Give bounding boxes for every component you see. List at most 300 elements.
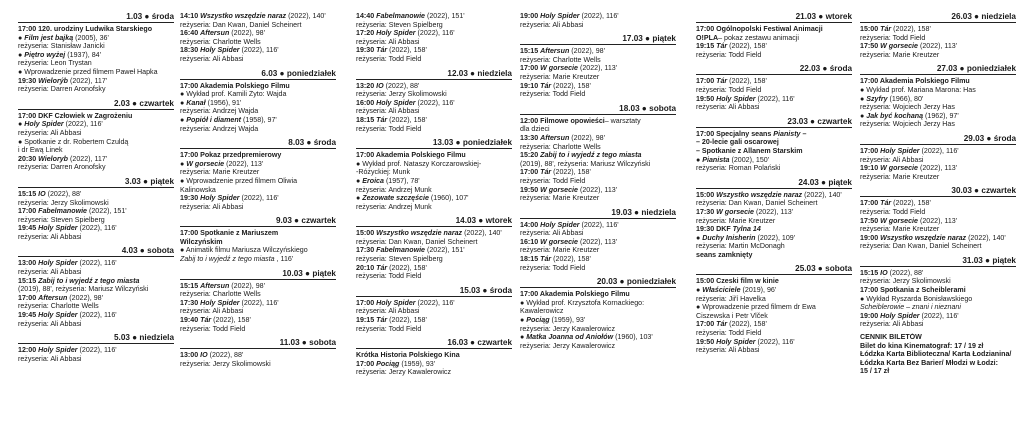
line-text: (2022), 88' xyxy=(47,189,82,198)
schedule-line xyxy=(180,351,336,360)
schedule-line xyxy=(520,90,676,99)
date-header xyxy=(18,333,174,344)
film-title: Kanał xyxy=(186,98,206,107)
line-text: (1960), 107' xyxy=(430,194,469,203)
schedule-line xyxy=(860,295,1016,304)
date-label: 13.03 ● poniedziałek xyxy=(432,138,512,148)
line-text: (2022), 158' xyxy=(213,316,251,325)
line-text: (1960), 103' xyxy=(615,333,653,342)
line-text: (2019), 96' xyxy=(742,286,777,295)
line-text: 15:15 xyxy=(18,189,39,198)
schedule-line xyxy=(860,277,1016,286)
date-header xyxy=(18,177,174,188)
schedule-line xyxy=(356,238,512,247)
film-title: Wielorýb xyxy=(38,76,69,85)
line-text: reżyseria: Jiří Havelka xyxy=(696,294,766,303)
schedule-line xyxy=(696,138,852,147)
line-text: ● xyxy=(696,286,703,295)
schedule-line xyxy=(18,155,174,164)
line-text: 20:30 xyxy=(18,154,39,163)
line-text: (2022), 109' xyxy=(757,233,796,242)
line-text: (2022), 88' xyxy=(889,268,924,277)
line-text: Ciszewska i Petr Vlček xyxy=(696,311,768,320)
schedule-line xyxy=(180,99,336,108)
schedule-line xyxy=(520,299,676,308)
schedule-line xyxy=(18,77,174,86)
line-text: ● Animatik filmu Mariusza Wilczyńskiego xyxy=(180,246,308,255)
line-text: reżyseria: Marie Kreutzer xyxy=(520,246,600,255)
line-text: 17:00 xyxy=(520,64,541,73)
schedule-column-5 xyxy=(696,12,852,439)
schedule-line xyxy=(860,225,1016,234)
date-header xyxy=(180,138,336,149)
line-text: 15:15 xyxy=(860,268,881,277)
schedule-line xyxy=(696,86,852,95)
film-title: Wieloryb xyxy=(38,154,69,163)
date-label: 22.03 ● środa xyxy=(799,64,852,74)
schedule-line xyxy=(696,234,852,243)
schedule-line xyxy=(696,286,852,295)
line-text: reżyseria: Ali Abbasi xyxy=(356,107,420,116)
film-title: W gorsecie xyxy=(880,216,918,225)
schedule-line xyxy=(356,299,512,308)
line-text: ● xyxy=(860,111,867,120)
line-text: 17:50 xyxy=(860,216,881,225)
line-text: (2022), 116' xyxy=(79,346,117,355)
line-text: 19:50 xyxy=(696,337,717,346)
line-text: 17:00 Akademia Polskiego Filmu xyxy=(520,290,630,299)
schedule-line xyxy=(18,285,174,294)
date-header xyxy=(356,69,512,80)
date-header xyxy=(696,64,852,75)
schedule-line xyxy=(18,34,174,43)
line-text: ● xyxy=(520,316,527,325)
line-text: reżyseria: Ali Abbasi xyxy=(180,202,244,211)
date-header xyxy=(520,277,676,288)
line-text: 19:30 xyxy=(180,194,201,203)
schedule-line xyxy=(520,12,676,21)
schedule-line xyxy=(356,168,512,177)
line-text: reżyseria: Marie Kreutzer xyxy=(860,172,940,181)
line-text: (2022), 113' xyxy=(579,64,618,73)
line-text: (2002), 150' xyxy=(731,155,770,164)
line-text: reżyseria: Jerzy Skolimowski xyxy=(860,277,951,286)
schedule-line xyxy=(18,138,174,147)
film-title: Zezowate szczęście xyxy=(362,194,429,203)
schedule-line xyxy=(696,312,852,321)
line-text: reżyseria: Stanisław Janicki xyxy=(18,42,105,51)
schedule-line xyxy=(520,325,676,334)
schedule-line xyxy=(356,316,512,325)
line-text: 13:20 xyxy=(356,81,377,90)
date-label: 30.03 ● czwartek xyxy=(951,186,1016,196)
line-text: reżyseria: Charlotte Wells xyxy=(520,55,601,64)
schedule-line xyxy=(356,368,512,377)
line-text: reżyseria: Ali Abbasi xyxy=(356,37,420,46)
line-text: (1937), 84' xyxy=(67,50,101,59)
schedule-line xyxy=(18,129,174,138)
film-title: Fabelmanowie xyxy=(38,207,88,216)
line-text: (2005), 36' xyxy=(75,33,109,42)
line-text: reżyseria: Ali Abbasi xyxy=(18,128,82,137)
schedule-line xyxy=(696,225,852,234)
line-text: reżyseria: Ali Abbasi xyxy=(180,307,244,316)
schedule-line xyxy=(180,125,336,134)
schedule-line xyxy=(860,234,1016,243)
line-text: ● xyxy=(18,120,25,129)
line-text: 17:00 xyxy=(356,298,377,307)
line-text: (2022), 158' xyxy=(553,168,591,177)
line-text: 17:00 Akademia Polskiego Filmu xyxy=(860,77,970,86)
line-text: (1962), 97' xyxy=(925,111,959,120)
date-header xyxy=(696,264,852,275)
line-text: 17:00 xyxy=(18,293,39,302)
line-text: (2022), 140' xyxy=(288,12,326,20)
line-text: 17:00 xyxy=(356,359,377,368)
line-text: ● Spotkanie z dr. Robertem Czuldą xyxy=(18,137,129,146)
film-title: Tár xyxy=(376,46,388,55)
schedule-line xyxy=(520,151,676,160)
line-text: reżyseria: Martin McDonagh xyxy=(696,242,785,251)
date-header xyxy=(180,338,336,349)
line-text: 19:30 xyxy=(356,46,377,55)
schedule-line xyxy=(18,85,174,94)
schedule-line xyxy=(180,307,336,316)
schedule-line xyxy=(18,224,174,233)
line-text: 14:40 xyxy=(356,12,377,20)
line-text: (2022), 88' xyxy=(385,81,420,90)
line-text: reżyseria: Charlotte Wells xyxy=(180,290,261,299)
date-header xyxy=(860,134,1016,145)
date-label: 29.03 ● środa xyxy=(963,133,1016,143)
line-text: ● Wprowadzenie przed filmem Paweł Hapka xyxy=(18,67,158,76)
line-text: reżyseria: Dan Kwan, Daniel Scheinert xyxy=(696,199,818,208)
line-text: reżyseria: Marie Kreutzer xyxy=(696,216,776,225)
date-label: 9.03 ● czwartek xyxy=(275,216,336,226)
line-text: reżyseria: Todd Field xyxy=(696,329,762,338)
film-title: Holy Spider xyxy=(540,12,580,20)
line-text: 12:00 Filmowe opowieści xyxy=(520,116,605,125)
line-text: ● xyxy=(860,94,867,103)
date-label: 10.03 ● piątek xyxy=(282,268,336,278)
schedule-line xyxy=(860,350,1016,359)
schedule-line xyxy=(520,73,676,82)
film-title: Aftersun xyxy=(38,293,68,302)
line-text: 15:15 xyxy=(180,281,201,290)
date-header xyxy=(180,69,336,80)
line-text: (2022), 140' xyxy=(804,190,842,199)
line-text: ● xyxy=(180,98,187,107)
schedule-line xyxy=(520,21,676,30)
line-text: 17:20 xyxy=(356,29,377,38)
schedule-line xyxy=(696,77,852,86)
line-text: reżyseria: Jerzy Kawalerowicz xyxy=(520,341,616,350)
line-text: reżyseria: Jerzy Kawalerowicz xyxy=(520,324,616,333)
schedule-line xyxy=(520,134,676,143)
film-title: Holy Spider xyxy=(376,298,416,307)
film-title: Tár xyxy=(716,42,728,51)
line-text: ● Wprowadzenie przed filmem dr Ewa xyxy=(696,303,816,312)
line-text: reżyseria: Todd Field xyxy=(520,176,586,185)
line-text: reżyseria: Andrzej Munk xyxy=(356,185,432,194)
film-title: Aftersun xyxy=(540,47,570,56)
date-header xyxy=(696,12,852,23)
line-text: reżyseria: Charlotte Wells xyxy=(520,142,601,151)
line-text: Kawalerowicz xyxy=(520,307,564,316)
line-text: reżyseria: Steven Spielberg xyxy=(356,20,443,29)
schedule-line xyxy=(356,203,512,212)
film-title: Aftersun xyxy=(200,281,230,290)
schedule-line xyxy=(18,320,174,329)
film-title: Holy Spider xyxy=(376,29,416,38)
line-text: ● Wykład prof. Krzysztofa Kornackiego: xyxy=(520,298,645,307)
date-label: 27.03 ● poniedziałek xyxy=(936,64,1016,74)
line-text: reżyseria: Todd Field xyxy=(696,85,762,94)
line-text: (2022), 151' xyxy=(427,246,465,255)
line-text: (2022), 158' xyxy=(389,115,427,124)
schedule-line xyxy=(180,238,336,247)
film-title: W gorsecie xyxy=(716,207,754,216)
schedule-line xyxy=(356,82,512,91)
film-title: Tár xyxy=(716,77,728,86)
line-text: reżyseria: Todd Field xyxy=(520,90,586,99)
line-text: (2022), 116' xyxy=(79,224,117,233)
line-text: Krótka Historia Polskiego Kina xyxy=(356,351,460,360)
line-text: (2022), 116' xyxy=(241,298,279,307)
line-text: (2022), 113' xyxy=(579,185,618,194)
schedule-line xyxy=(180,203,336,212)
date-label: 1.03 ● środa xyxy=(126,12,174,21)
schedule-line xyxy=(356,125,512,134)
line-text: (2022), 116' xyxy=(921,146,959,155)
line-text: 17:00 Akademia Polskiego Filmu xyxy=(180,81,290,90)
schedule-line xyxy=(520,246,676,255)
line-text: (2022), 158' xyxy=(553,81,591,90)
line-text: reżyseria: Dan Kwan, Daniel Scheinert xyxy=(180,20,302,29)
film-title: Pociąg xyxy=(376,359,400,368)
schedule-line xyxy=(18,25,174,34)
schedule-line xyxy=(180,46,336,55)
line-text: 17:00 Pokaz przedpremierowy xyxy=(180,151,282,160)
schedule-line xyxy=(520,238,676,247)
line-text: reżyseria: Todd Field xyxy=(180,324,246,333)
line-text: 17:00 xyxy=(18,207,39,216)
schedule-line xyxy=(356,29,512,38)
film-title: Duchy Inisherin xyxy=(702,233,756,242)
line-text: 19:15 xyxy=(696,42,717,51)
line-text: (2022), 140' xyxy=(464,229,502,238)
line-text: (2022), 116' xyxy=(757,94,795,103)
date-label: 15.03 ● środa xyxy=(459,285,512,295)
schedule-line xyxy=(860,164,1016,173)
line-text: (1959), 93' xyxy=(551,316,586,325)
film-title: W gorsecie xyxy=(540,185,578,194)
schedule-line xyxy=(860,103,1016,112)
date-label: 2.03 ● czwartek xyxy=(113,98,174,108)
film-title: Holy Spider xyxy=(880,311,920,320)
schedule-line xyxy=(356,21,512,30)
schedule-line xyxy=(356,160,512,169)
date-label: 23.03 ● czwartek xyxy=(787,116,852,126)
schedule-line xyxy=(520,56,676,65)
film-title: Aftersun xyxy=(540,133,570,142)
schedule-line xyxy=(696,147,852,156)
schedule-line xyxy=(356,38,512,47)
film-title: Tár xyxy=(376,115,388,124)
schedule-line xyxy=(696,303,852,312)
schedule-line xyxy=(18,294,174,303)
line-text: (2022), 116' xyxy=(581,12,619,20)
film-title: IO xyxy=(880,268,888,277)
schedule-line xyxy=(180,177,336,186)
schedule-line xyxy=(696,277,852,286)
schedule-line xyxy=(860,51,1016,60)
line-text: ● Wykład prof. Mariana Marona: Has xyxy=(860,85,976,94)
schedule-line xyxy=(520,143,676,152)
schedule-line xyxy=(860,286,1016,295)
film-title: Wszystko wszędzie naraz xyxy=(716,190,803,199)
schedule-line xyxy=(860,217,1016,226)
schedule-line xyxy=(356,325,512,334)
schedule-line xyxy=(860,320,1016,329)
line-text: dla dzieci xyxy=(520,125,550,134)
schedule-line xyxy=(696,42,852,51)
date-label: 6.03 ● poniedziałek xyxy=(261,68,336,78)
schedule-line xyxy=(696,338,852,347)
line-text: – xyxy=(802,129,807,138)
schedule-line xyxy=(696,164,852,173)
film-title: Tár xyxy=(880,199,892,208)
film-title: Pianisty xyxy=(773,129,801,138)
schedule-line xyxy=(18,277,174,286)
date-header xyxy=(18,12,174,23)
line-text: 17:30 xyxy=(180,298,201,307)
date-header xyxy=(860,12,1016,23)
line-text: reżyseria: Todd Field xyxy=(356,124,422,133)
schedule-line xyxy=(696,156,852,165)
line-text: (2022), 116' xyxy=(241,194,279,203)
line-text: 13:00 xyxy=(18,259,39,268)
line-text: O!PLA xyxy=(696,33,719,42)
schedule-line xyxy=(860,199,1016,208)
line-text: reżyseria: Marie Kreutzer xyxy=(860,225,940,234)
line-text: 17:00 xyxy=(696,320,717,329)
schedule-line xyxy=(860,95,1016,104)
film-title: Tár xyxy=(880,25,892,33)
schedule-line xyxy=(520,229,676,238)
line-text: reżyseria: Marie Kreutzer xyxy=(520,72,600,81)
line-text: (2022), 158' xyxy=(553,255,591,264)
schedule-line xyxy=(860,367,1016,376)
film-title: IO xyxy=(200,351,208,360)
line-text: reżyseria: Dan Kwan, Daniel Scheinert xyxy=(356,237,478,246)
date-label: 17.03 ● piątek xyxy=(622,34,676,44)
line-text: reżyseria: Roman Polański xyxy=(696,164,781,173)
schedule-line xyxy=(18,302,174,311)
line-text: ● xyxy=(356,176,363,185)
line-text: 16:40 xyxy=(180,29,201,38)
line-text: (1956), 91' xyxy=(207,98,242,107)
film-title: W gorsecie xyxy=(880,42,918,51)
line-text: (2022), 98' xyxy=(231,29,265,38)
date-header xyxy=(860,64,1016,75)
schedule-line xyxy=(18,42,174,51)
film-title: Holy Spider xyxy=(38,224,78,233)
schedule-line xyxy=(180,55,336,64)
film-title: Właściciele xyxy=(702,286,741,295)
schedule-line xyxy=(356,229,512,238)
schedule-line xyxy=(180,194,336,203)
line-text: 19:15 xyxy=(356,316,377,325)
line-text: 15:20 xyxy=(520,151,541,160)
line-text: 19:30 DKF xyxy=(696,225,733,234)
date-header xyxy=(696,178,852,189)
film-title: Wszystko wszędzie naraz xyxy=(880,233,967,242)
line-text: 17:30 xyxy=(356,246,377,255)
schedule-line xyxy=(520,264,676,273)
line-text: -Różyckiej: Munk xyxy=(356,168,411,177)
schedule-line xyxy=(180,151,336,160)
date-label: 19.03 ● niedziela xyxy=(611,207,676,217)
line-text: (2022), 116' xyxy=(417,29,455,38)
schedule-line xyxy=(696,51,852,60)
line-text: 15:00 xyxy=(860,25,881,33)
date-label: 14.03 ● wtorek xyxy=(455,216,512,226)
schedule-line xyxy=(180,160,336,169)
line-text: reżyseria: Jerzy Kawalerowicz xyxy=(356,368,452,377)
date-header xyxy=(356,338,512,349)
date-header xyxy=(860,186,1016,197)
line-text: 17:00 xyxy=(696,77,717,86)
film-title: Holy Spider xyxy=(200,298,240,307)
line-text: 13:00 xyxy=(180,351,201,360)
line-text: (2022), 113' xyxy=(919,216,958,225)
schedule-line xyxy=(860,312,1016,321)
line-text: ● Wykład prof. Kamili Żyto: Wajda xyxy=(180,90,287,99)
schedule-line xyxy=(860,359,1016,368)
line-text: 18:30 xyxy=(180,46,201,55)
line-text: , 116' xyxy=(276,255,294,264)
line-text: (2022), 116' xyxy=(417,298,455,307)
line-text: (2022), 158' xyxy=(729,320,767,329)
line-text: (2022), 151' xyxy=(427,12,465,20)
line-text: 15:00 xyxy=(356,229,377,238)
schedule-line xyxy=(860,25,1016,34)
schedule-line xyxy=(356,186,512,195)
schedule-line xyxy=(356,107,512,116)
line-text: reżyseria: Ali Abbasi xyxy=(356,307,420,316)
line-text: 17:00 Spotkanie z Mariuszem xyxy=(180,229,279,238)
schedule-line xyxy=(860,208,1016,217)
schedule-line xyxy=(180,290,336,299)
line-text: 17:00 Akademia Polskiego Filmu xyxy=(356,151,466,160)
line-text: (2019), 88', reżyseria: Mariusz Wilczyński xyxy=(520,159,651,168)
line-text: reżyseria: Andrzej Wajda xyxy=(180,107,259,116)
film-title: W gorsecie xyxy=(540,64,578,73)
date-header xyxy=(356,138,512,149)
line-text: (2022), 117' xyxy=(70,154,108,163)
film-title: Tár xyxy=(376,316,388,325)
schedule-line xyxy=(520,47,676,56)
line-text: 19:40 xyxy=(180,316,201,325)
date-label: 4.03 ● sobota xyxy=(121,246,174,256)
film-title: Holy Spider xyxy=(376,98,416,107)
schedule-line xyxy=(180,21,336,30)
line-text: (2022), 98' xyxy=(571,47,605,56)
line-text: 18:15 xyxy=(520,255,541,264)
line-text: reżyseria: Todd Field xyxy=(860,33,926,42)
schedule-line xyxy=(18,216,174,225)
